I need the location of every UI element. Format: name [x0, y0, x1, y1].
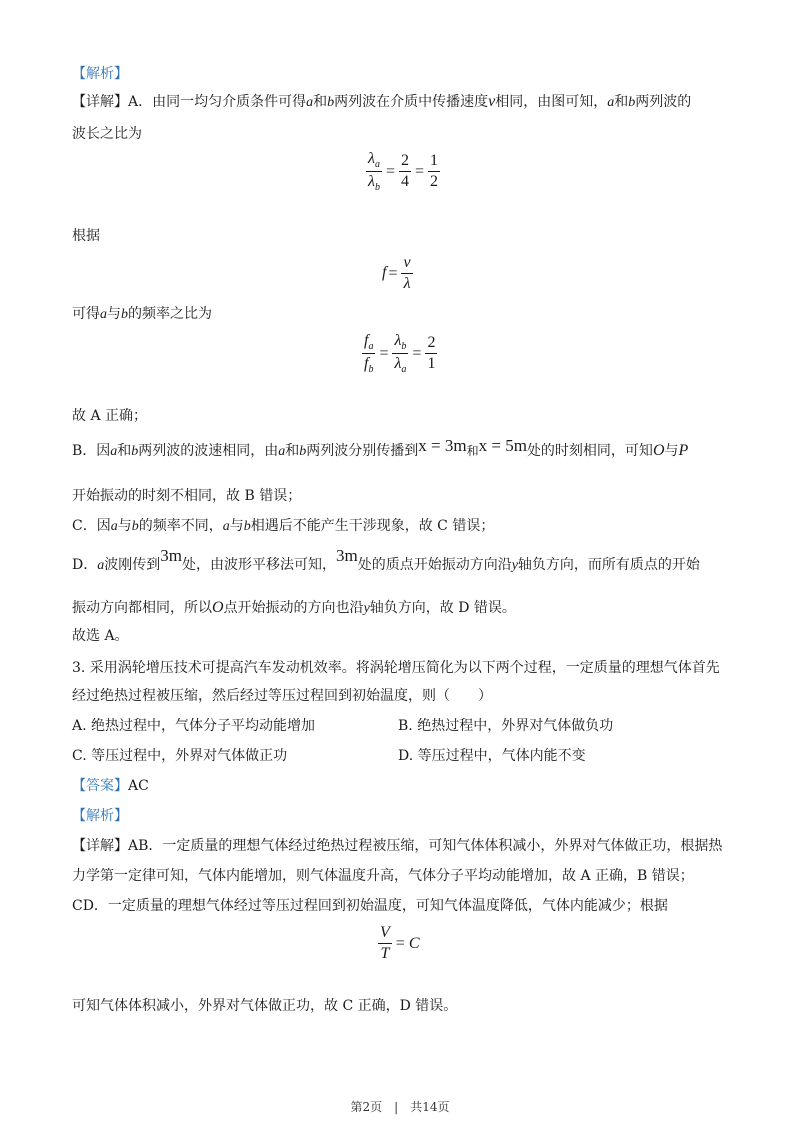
detail-line-d2: 振动方向都相同，所以O点开始振动的方向也沿y轴负方向，故 D 错误。 — [72, 599, 516, 616]
answer-tag: 【答案】 — [72, 778, 128, 794]
detail-cd-line1: CD．一定质量的理想气体经过等压过程回到初始温度，可知气体温度降低，气体内能减少；根据 — [72, 898, 668, 914]
detail-cd-line2: 可知气体体积减小，外界对气体做正功，故 C 正确，D 错误。 — [72, 998, 458, 1014]
detail-tag: 【详解】 — [72, 94, 128, 110]
detail-ab-line2: 力学第一定律可知，气体内能增加，则气体温度升高，气体分子平均动能增加，故 A 正确，B 错误； — [72, 868, 694, 884]
option-a: A. 绝热过程中，气体分子平均动能增加 — [72, 718, 316, 734]
detail-line-a2: 波长之比为 — [72, 126, 142, 142]
x-3m: x = 3m — [418, 436, 467, 455]
formula-frequency-ratio: $\frac{f_a}{f_b}$ = $\frac{\lambda_b}{\lambda_a}$ = $\frac{2}{1}$ — [364, 332, 436, 375]
detail-line-d1: D．a波刚传到3m处，由波形平移法可知，3m处的质点开始振动方向沿y轴负方向，而所有质点的开始 — [72, 546, 700, 573]
detail-line-b1: B．因a和b两列波的波速相同，由a和b两列波分别传播到x = 3m和x = 5m处的时刻相同，可知O与P — [72, 436, 689, 459]
final-choice: 故选 A。 — [72, 628, 129, 644]
genju-text: 根据 — [72, 228, 100, 244]
frequency-ratio-intro: 可得a与b的频率之比为 — [72, 306, 212, 322]
option-b: B. 绝热过程中，外界对气体做负功 — [398, 718, 614, 734]
analysis-tag: 【解析】 — [72, 66, 128, 82]
question-3-line2: 经过绝热过程被压缩，然后经过等压过程回到初始温度，则（ ） — [72, 688, 492, 704]
conclusion-a: 故 A 正确； — [72, 408, 148, 424]
page-footer: 第2页 | 共14页 — [350, 1100, 450, 1114]
formula-v-over-t: $\frac{V}{T}$ = C — [380, 924, 420, 962]
question-3-line1: 3. 采用涡轮增压技术可提高汽车发动机效率。将涡轮增压简化为以下两个过程，一定质量的理想气体首先 — [72, 660, 720, 676]
detail-line-b2: 开始振动的时刻不相同，故 B 错误； — [72, 488, 302, 504]
answer-line — [72, 776, 149, 796]
analysis-tag-q3: 【解析】 — [72, 808, 128, 824]
formula-wavelength-ratio: $\frac{\lambda_a}{\lambda_b}$ = $\frac{2}{4}$ = $\frac{1}{2}$ — [368, 150, 438, 193]
x-5m: x = 5m — [478, 436, 527, 455]
detail-ab-line1: 【详解】AB．一定质量的理想气体经过绝热过程被压缩，可知气体体积减小，外界对气体做正功，根据热 — [72, 838, 723, 854]
answer-value: AC — [128, 778, 149, 794]
option-c: C. 等压过程中，外界对气体做正功 — [72, 748, 288, 764]
detail-line-a1: 【详解】A．由同一均匀介质条件可得a和b两列波在介质中传播速度v相同，由图可知，a和b两列波的 — [72, 93, 692, 110]
formula-frequency: f = $\frac{v}{\lambda}$ — [382, 254, 411, 292]
detail-line-c: C．因a与b的频率不同，a与b相遇后不能产生干涉现象，故 C 错误； — [72, 518, 495, 534]
option-d: D. 等压过程中，气体内能不变 — [398, 748, 586, 764]
